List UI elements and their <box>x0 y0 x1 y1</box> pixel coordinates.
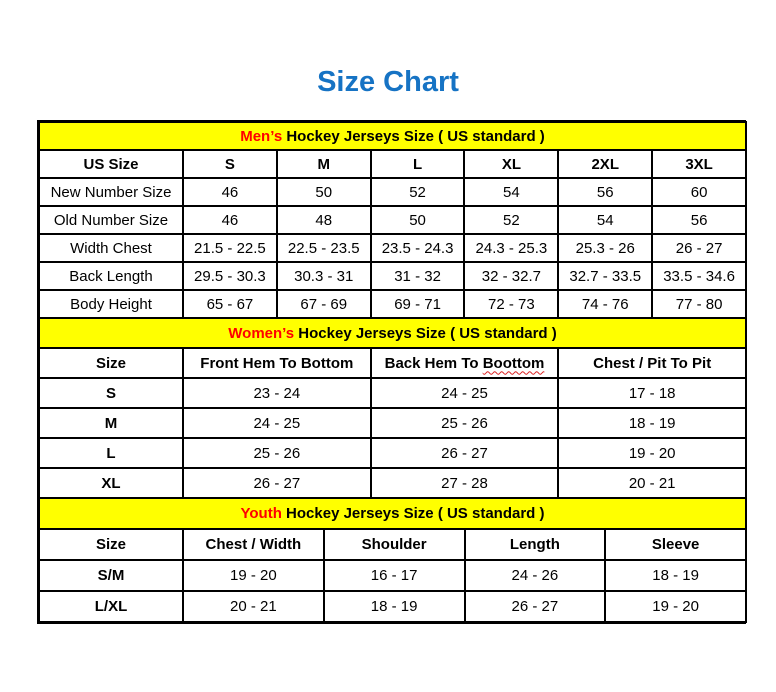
womens-table-row <box>39 438 746 468</box>
mens-table-cell: 56 <box>652 206 746 234</box>
mens-table-cell: 33.5 - 34.6 <box>652 262 746 290</box>
womens-table-cell: 26 - 27 <box>371 438 559 468</box>
womens-table-cell: 27 - 28 <box>371 468 559 498</box>
youth-table-cell: 18 - 19 <box>324 591 465 622</box>
mens-column-header: 2XL <box>558 150 652 178</box>
mens-table-cell: 72 - 73 <box>464 290 558 318</box>
mens-row-label: Body Height <box>39 290 183 318</box>
mens-row-label: Old Number Size <box>39 206 183 234</box>
youth-table-cell: 24 - 26 <box>465 560 606 591</box>
youth-table-cell: 26 - 27 <box>465 591 606 622</box>
size-chart-tables <box>37 120 746 624</box>
youth-section-header <box>39 498 746 529</box>
womens-section-highlight: Women’s <box>228 324 295 342</box>
mens-table-cell: 30.3 - 31 <box>277 262 371 290</box>
mens-table-cell: 74 - 76 <box>558 290 652 318</box>
mens-table-cell: 54 <box>558 206 652 234</box>
mens-columns-row <box>39 150 746 178</box>
mens-table-cell: 32.7 - 33.5 <box>558 262 652 290</box>
mens-column-header: 3XL <box>652 150 746 178</box>
mens-table-row <box>39 290 746 318</box>
mens-table-cell: 52 <box>371 178 465 206</box>
womens-size-table <box>38 317 747 499</box>
mens-table-cell: 25.3 - 26 <box>558 234 652 262</box>
mens-column-header: S <box>183 150 277 178</box>
mens-table-cell: 29.5 - 30.3 <box>183 262 277 290</box>
womens-table-cell: 19 - 20 <box>558 438 746 468</box>
mens-table-cell: 50 <box>371 206 465 234</box>
mens-table-cell: 46 <box>183 206 277 234</box>
youth-column-header: Chest / Width <box>183 529 324 560</box>
mens-table-row <box>39 178 746 206</box>
womens-column-header: Size <box>39 348 183 378</box>
mens-column-header: XL <box>464 150 558 178</box>
womens-table-cell: 25 - 26 <box>183 438 371 468</box>
mens-table-row <box>39 206 746 234</box>
womens-row-label: M <box>39 408 183 438</box>
mens-table-cell: 52 <box>464 206 558 234</box>
mens-column-header: M <box>277 150 371 178</box>
womens-table-cell: 20 - 21 <box>558 468 746 498</box>
womens-table-cell: 25 - 26 <box>371 408 559 438</box>
youth-size-table <box>38 497 747 623</box>
mens-table-cell: 69 - 71 <box>371 290 465 318</box>
womens-table-row <box>39 378 746 408</box>
womens-row-label: XL <box>39 468 183 498</box>
womens-row-label: L <box>39 438 183 468</box>
womens-table-row <box>39 468 746 498</box>
mens-table-cell: 46 <box>183 178 277 206</box>
mens-table-row <box>39 262 746 290</box>
mens-table-cell: 67 - 69 <box>277 290 371 318</box>
mens-table-cell: 54 <box>464 178 558 206</box>
mens-size-table <box>38 121 747 319</box>
mens-table-cell: 31 - 32 <box>371 262 465 290</box>
womens-table-row <box>39 408 746 438</box>
mens-table-cell: 26 - 27 <box>652 234 746 262</box>
mens-table-cell: 77 - 80 <box>652 290 746 318</box>
mens-table-cell: 50 <box>277 178 371 206</box>
mens-table-cell: 21.5 - 22.5 <box>183 234 277 262</box>
mens-table-cell: 22.5 - 23.5 <box>277 234 371 262</box>
womens-column-header: Back Hem To Boottom <box>371 348 559 378</box>
mens-table-cell: 56 <box>558 178 652 206</box>
mens-row-label: Width Chest <box>39 234 183 262</box>
youth-column-header: Size <box>39 529 183 560</box>
youth-row-label: S/M <box>39 560 183 591</box>
youth-table-row <box>39 591 746 622</box>
womens-row-label: S <box>39 378 183 408</box>
page-title: Size Chart <box>317 66 459 98</box>
mens-section-title: Hockey Jerseys Size ( US standard ) <box>282 127 545 145</box>
womens-column-header: Front Hem To Bottom <box>183 348 371 378</box>
womens-table-cell: 17 - 18 <box>558 378 746 408</box>
youth-table-cell: 18 - 19 <box>605 560 746 591</box>
womens-table-cell: 24 - 25 <box>183 408 371 438</box>
mens-table-cell: 60 <box>652 178 746 206</box>
womens-columns-row <box>39 348 746 378</box>
womens-column-header: Chest / Pit To Pit <box>558 348 746 378</box>
mens-table-cell: 23.5 - 24.3 <box>371 234 465 262</box>
youth-table-cell: 19 - 20 <box>183 560 324 591</box>
youth-table-cell: 19 - 20 <box>605 591 746 622</box>
youth-columns-row <box>39 529 746 560</box>
youth-section-highlight: Youth <box>240 505 282 522</box>
womens-section-title: Hockey Jerseys Size ( US standard ) <box>294 324 557 342</box>
womens-table-cell: 24 - 25 <box>371 378 559 408</box>
mens-table-row <box>39 234 746 262</box>
mens-table-cell: 24.3 - 25.3 <box>464 234 558 262</box>
mens-column-header: L <box>371 150 465 178</box>
womens-table-cell: 26 - 27 <box>183 468 371 498</box>
mens-row-label: New Number Size <box>39 178 183 206</box>
youth-column-header: Sleeve <box>605 529 746 560</box>
womens-section-header <box>39 318 746 348</box>
youth-row-label: L/XL <box>39 591 183 622</box>
mens-section-highlight: Men’s <box>240 127 283 145</box>
misspelled-word: Boottom <box>482 354 545 372</box>
mens-table-cell: 48 <box>277 206 371 234</box>
mens-table-cell: 65 - 67 <box>183 290 277 318</box>
womens-table-cell: 23 - 24 <box>183 378 371 408</box>
youth-section-title: Hockey Jerseys Size ( US standard ) <box>281 505 545 522</box>
mens-column-header: US Size <box>39 150 183 178</box>
womens-table-cell: 18 - 19 <box>558 408 746 438</box>
youth-column-header: Length <box>465 529 606 560</box>
youth-table-cell: 20 - 21 <box>183 591 324 622</box>
mens-table-cell: 32 - 32.7 <box>464 262 558 290</box>
youth-table-row <box>39 560 746 591</box>
mens-row-label: Back Length <box>39 262 183 290</box>
youth-column-header: Shoulder <box>324 529 465 560</box>
mens-section-header <box>39 122 746 150</box>
youth-table-cell: 16 - 17 <box>324 560 465 591</box>
